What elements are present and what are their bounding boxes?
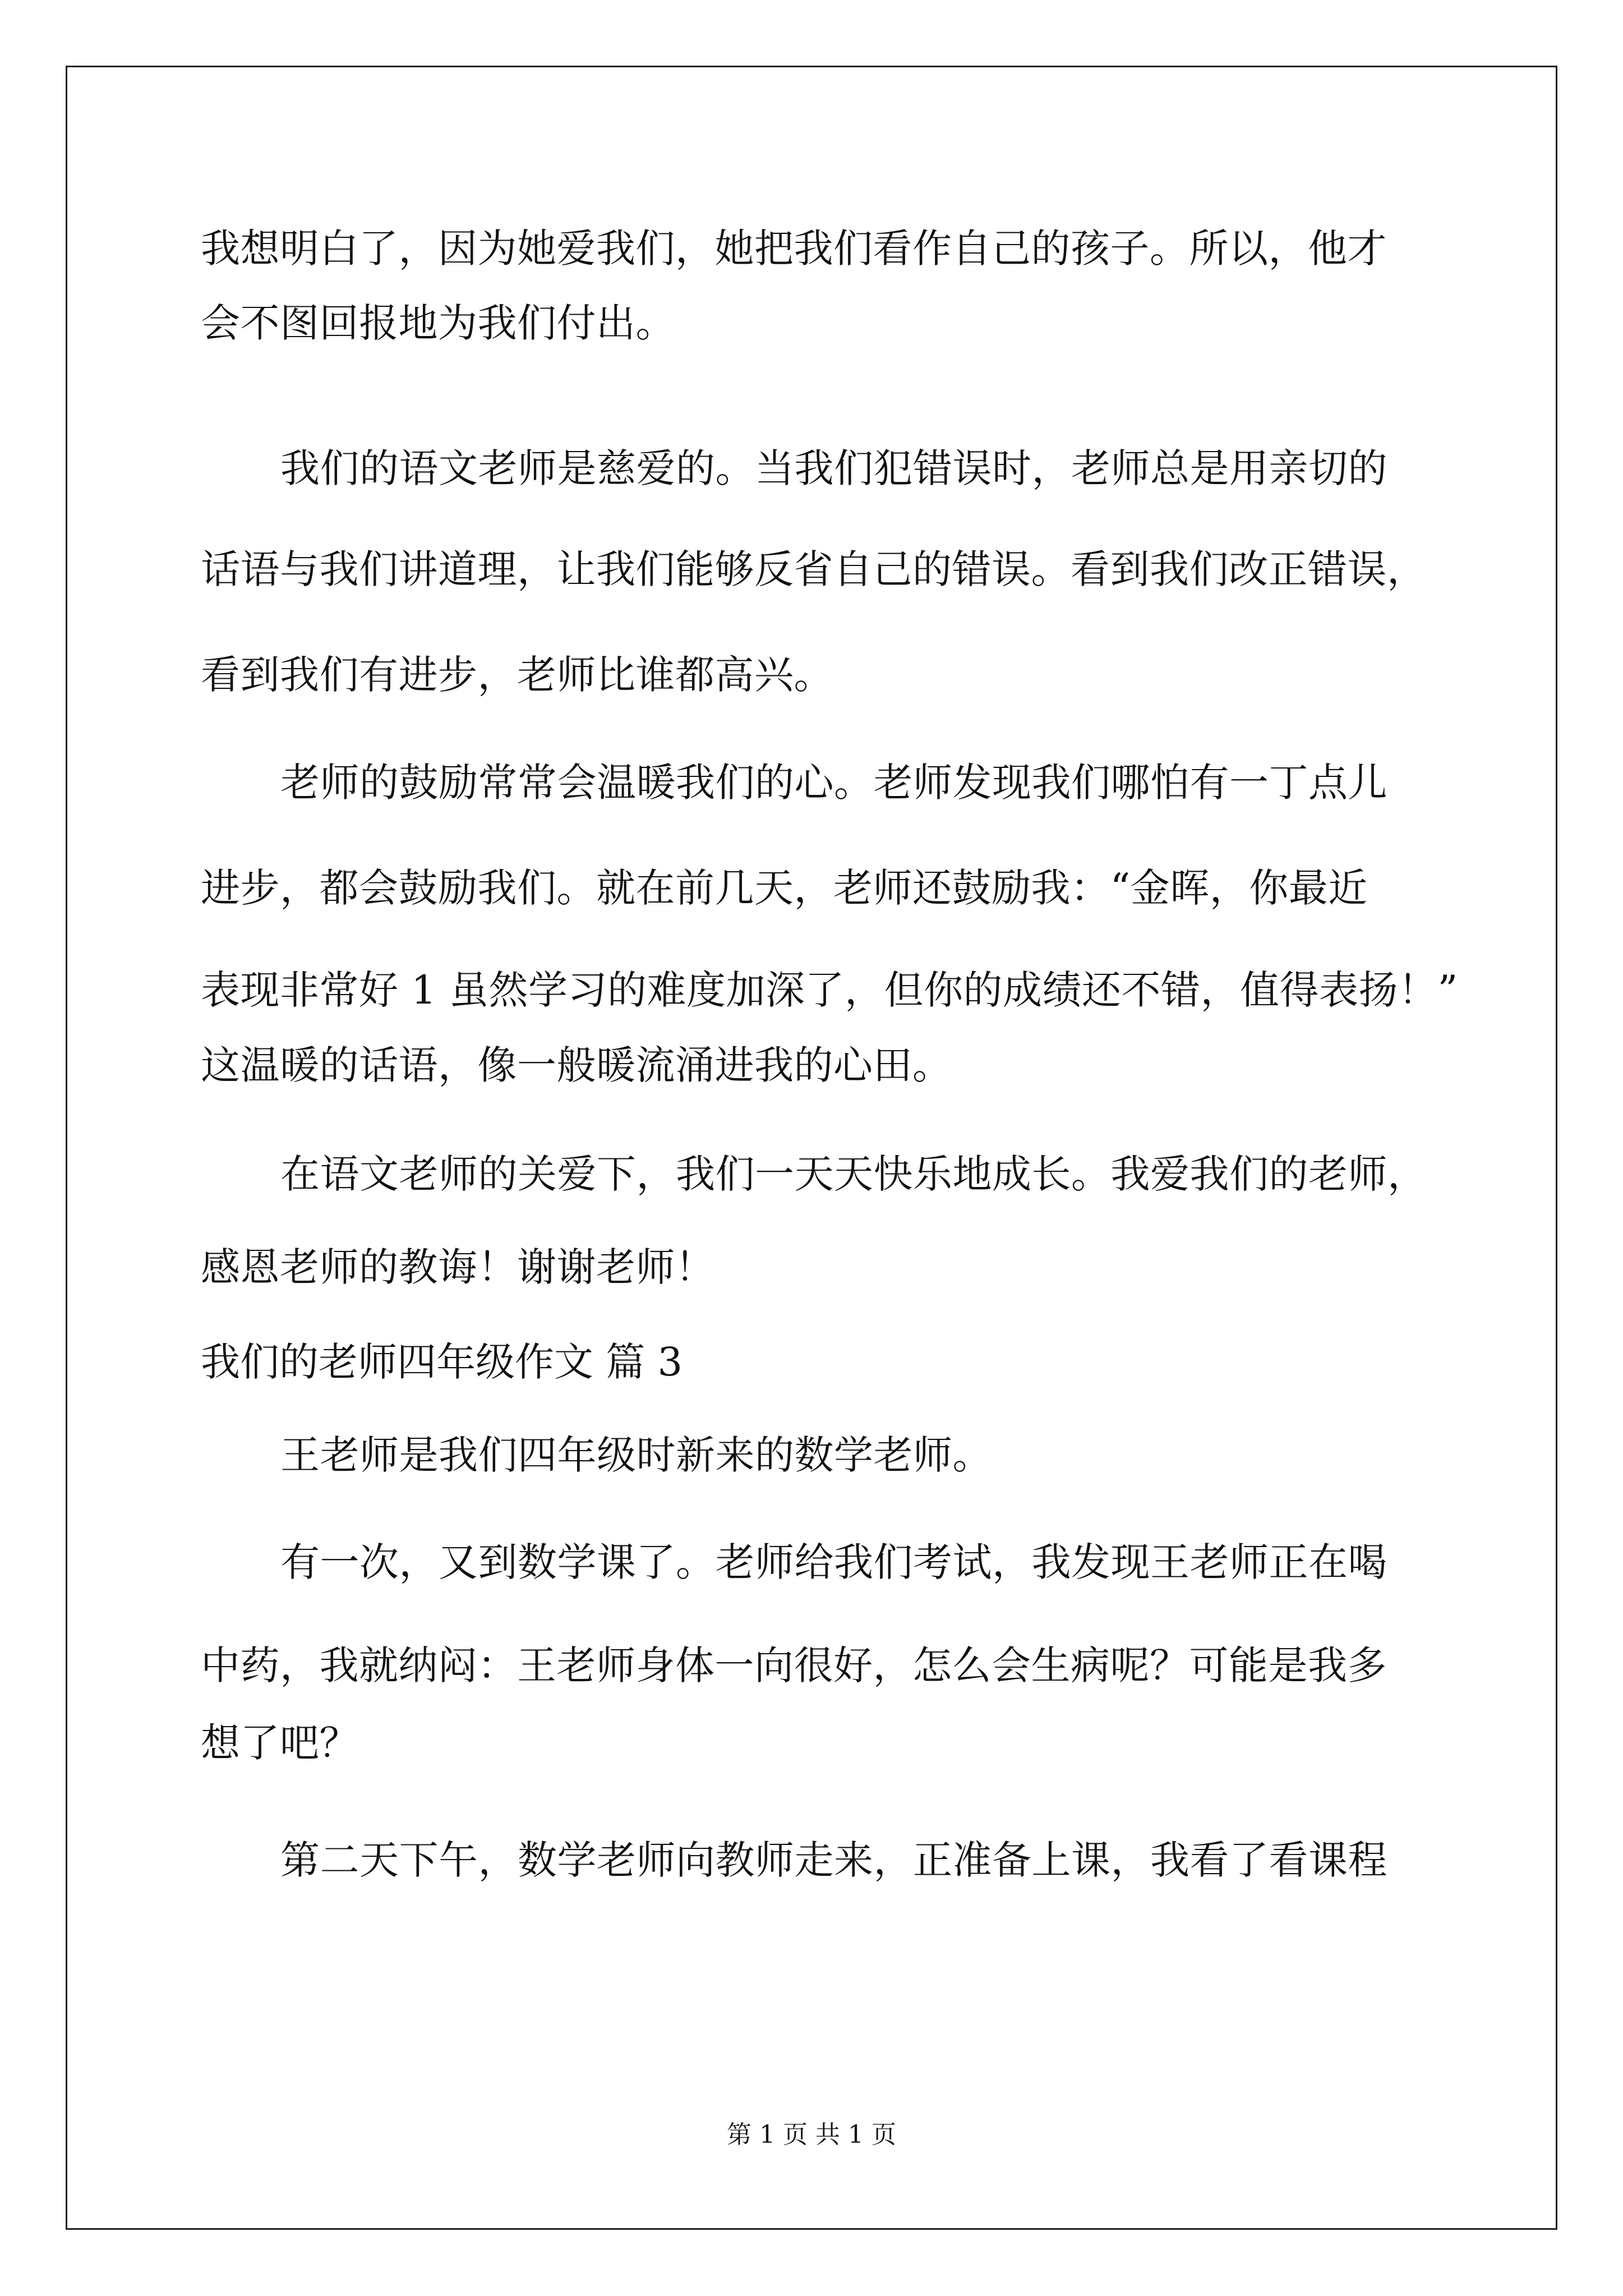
section-heading: 我们的老师四年级作文 篇 3 <box>201 1339 683 1385</box>
paragraph-line: 我们的语文老师是慈爱的。当我们犯错误时，老师总是用亲切的 <box>280 445 1387 491</box>
page-border <box>66 66 1557 2230</box>
paragraph-line: 话语与我们讲道理，让我们能够反省自己的错误。看到我们改正错误， <box>201 546 1427 592</box>
paragraph-line: 看到我们有进步，老师比谁都高兴。 <box>201 652 833 698</box>
paragraph-line: 王老师是我们四年级时新来的数学老师。 <box>280 1432 992 1478</box>
page-footer: 第 1 页 共 1 页 <box>727 2120 896 2149</box>
paragraph-line: 我想明白了，因为她爱我们，她把我们看作自己的孩子。所以，他才 <box>201 226 1387 272</box>
paragraph-line: 表现非常好 1 虽然学习的难度加深了，但你的成绩还不错，值得表扬！” <box>201 967 1458 1013</box>
paragraph-line: 老师的鼓励常常会温暖我们的心。老师发现我们哪怕有一丁点儿 <box>280 760 1387 806</box>
paragraph-line: 感恩老师的教诲！谢谢老师！ <box>201 1244 715 1290</box>
paragraph-line: 会不图回报地为我们付出。 <box>201 300 675 346</box>
paragraph-line: 中药，我就纳闷：王老师身体一向很好，怎么会生病呢？可能是我多 <box>201 1642 1387 1688</box>
paragraph-line: 有一次，又到数学课了。老师给我们考试，我发现王老师正在喝 <box>280 1539 1387 1585</box>
paragraph-line: 在语文老师的关爱下，我们一天天快乐地成长。我爱我们的老师， <box>280 1151 1427 1197</box>
paragraph-line: 第二天下午，数学老师向教师走来，正准备上课，我看了看课程 <box>280 1837 1387 1883</box>
paragraph-line: 进步，都会鼓励我们。就在前几天，老师还鼓励我：“金晖，你最近 <box>201 865 1368 911</box>
paragraph-line: 这温暖的话语，像一般暖流涌进我的心田。 <box>201 1042 952 1088</box>
paragraph-line: 想了吧？ <box>201 1720 359 1766</box>
